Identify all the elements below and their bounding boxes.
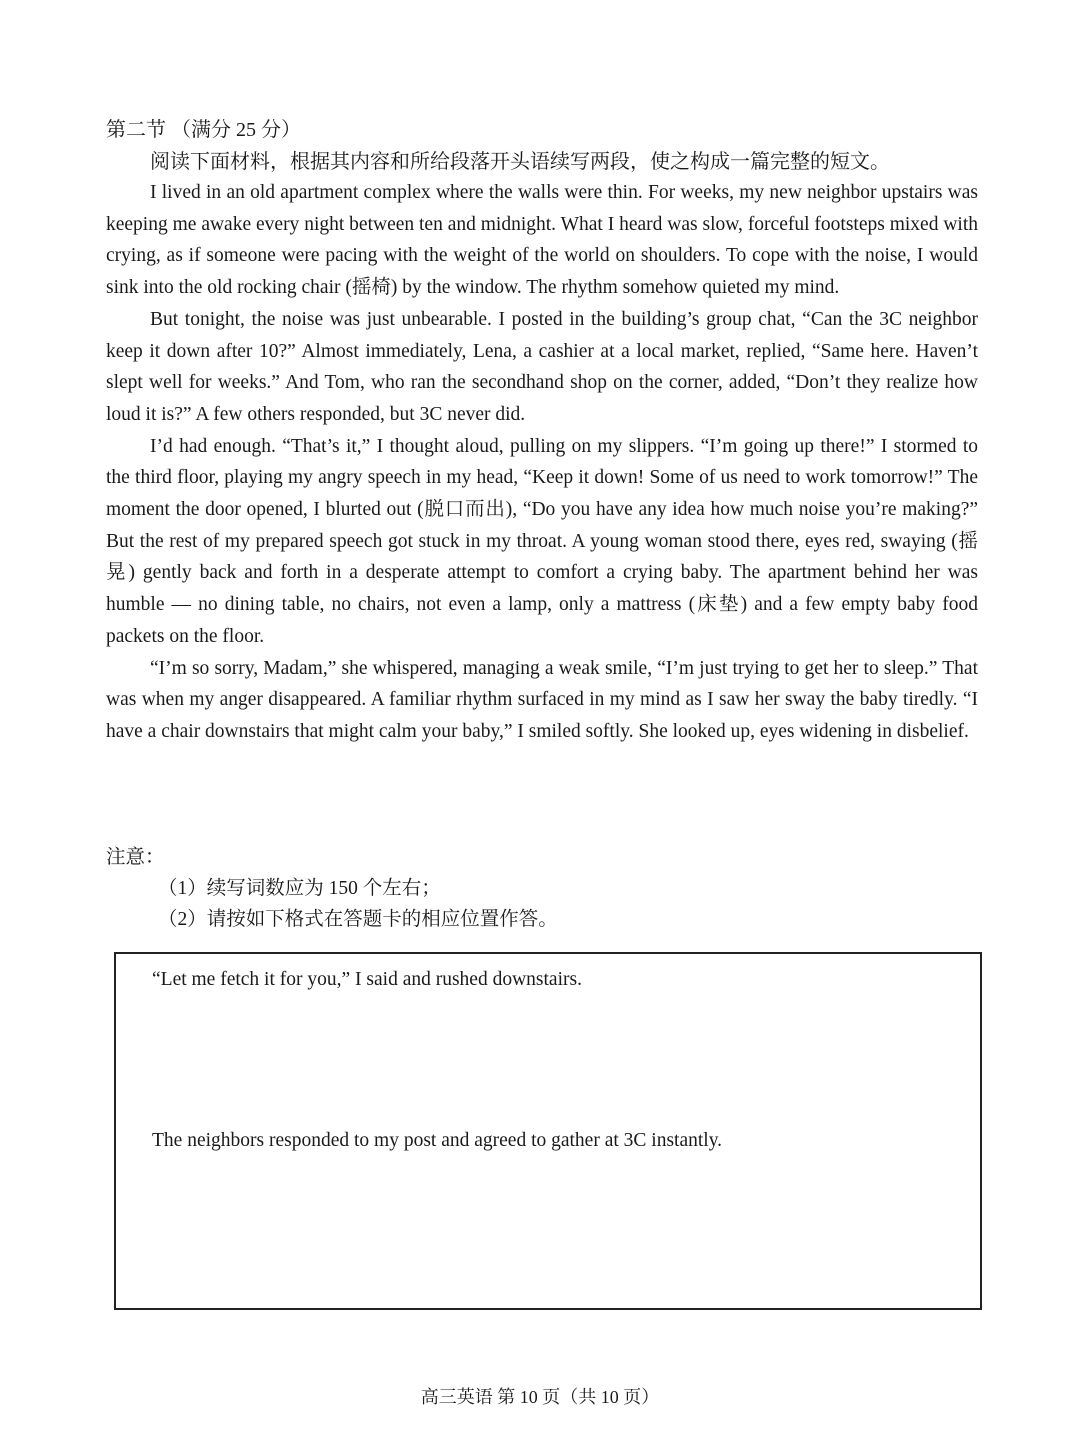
- answer-format-box: [114, 952, 982, 1310]
- passage-paragraph: But tonight, the noise was just unbearable. I posted in the building’s group chat, “Can the 3C neighbor keep it down after 10?” Almost immediately, Lena, a cashier at a local market, replied, “Same here. Haven’t slept well for weeks.” And Tom, who ran the secondhand shop on the corner, added, “Don’t they realize how loud it is?” A few others responded, but 3C never did.: [106, 308, 978, 425]
- section-title: 第二节 （满分 25 分）: [106, 119, 301, 141]
- task-instruction: 阅读下面材料，根据其内容和所给段落开头语续写两段，使之构成一篇完整的短文。: [150, 151, 890, 173]
- passage-paragraph: I’d had enough. “That’s it,” I thought aloud, pulling on my slippers. “I’m going up there!” I stormed to the third floor, playing my angry speech in my head, “Keep it down! Some of us need to work tomorrow!” The moment the door opened, I blurted out (脱口而出), “Do you have any idea how much noise you’re making?” But the rest of my prepared speech got stuck in my throat. A young woman stood there, eyes red, swaying (摇晃) gently back and forth in a desperate attempt to comfort a crying baby. The apartment behind her was humble — no dining table, no chairs, not even a lamp, only a mattress (床垫) and a few empty baby food packets on the floor.: [106, 435, 978, 647]
- paragraph-one-opening: “Let me fetch it for you,” I said and rushed downstairs.: [152, 969, 582, 990]
- page-footer: 高三英语 第 10 页（共 10 页）: [420, 1387, 660, 1407]
- reading-passage: [106, 177, 978, 748]
- notes-label: 注意：: [106, 847, 165, 868]
- notes-block: [106, 842, 558, 935]
- note-item-format: （2）请按如下格式在答题卡的相应位置作答。: [158, 909, 558, 930]
- paragraph-two-opening: The neighbors responded to my post and agreed to gather at 3C instantly.: [152, 1130, 723, 1151]
- note-item-word-count: （1）续写词数应为 150 个左右；: [158, 878, 441, 899]
- passage-paragraph: “I’m so sorry, Madam,” she whispered, managing a weak smile, “I’m just trying to get her to sleep.” That was when my anger disappeared. A familiar rhythm surfaced in my mind as I saw her sway the baby tiredly. “I have a chair downstairs that might calm your baby,” I smiled softly. She looked up, eyes widening in disbelief.: [106, 657, 978, 742]
- passage-paragraph: I lived in an old apartment complex where the walls were thin. For weeks, my new neighbor upstairs was keeping me awake every night between ten and midnight. What I heard was slow, forceful footsteps mixed with crying, as if someone were pacing with the weight of the world on shoulders. To cope with the noise, I would sink into the old rocking chair (摇椅) by the window. The rhythm somehow quieted my mind.: [106, 182, 978, 299]
